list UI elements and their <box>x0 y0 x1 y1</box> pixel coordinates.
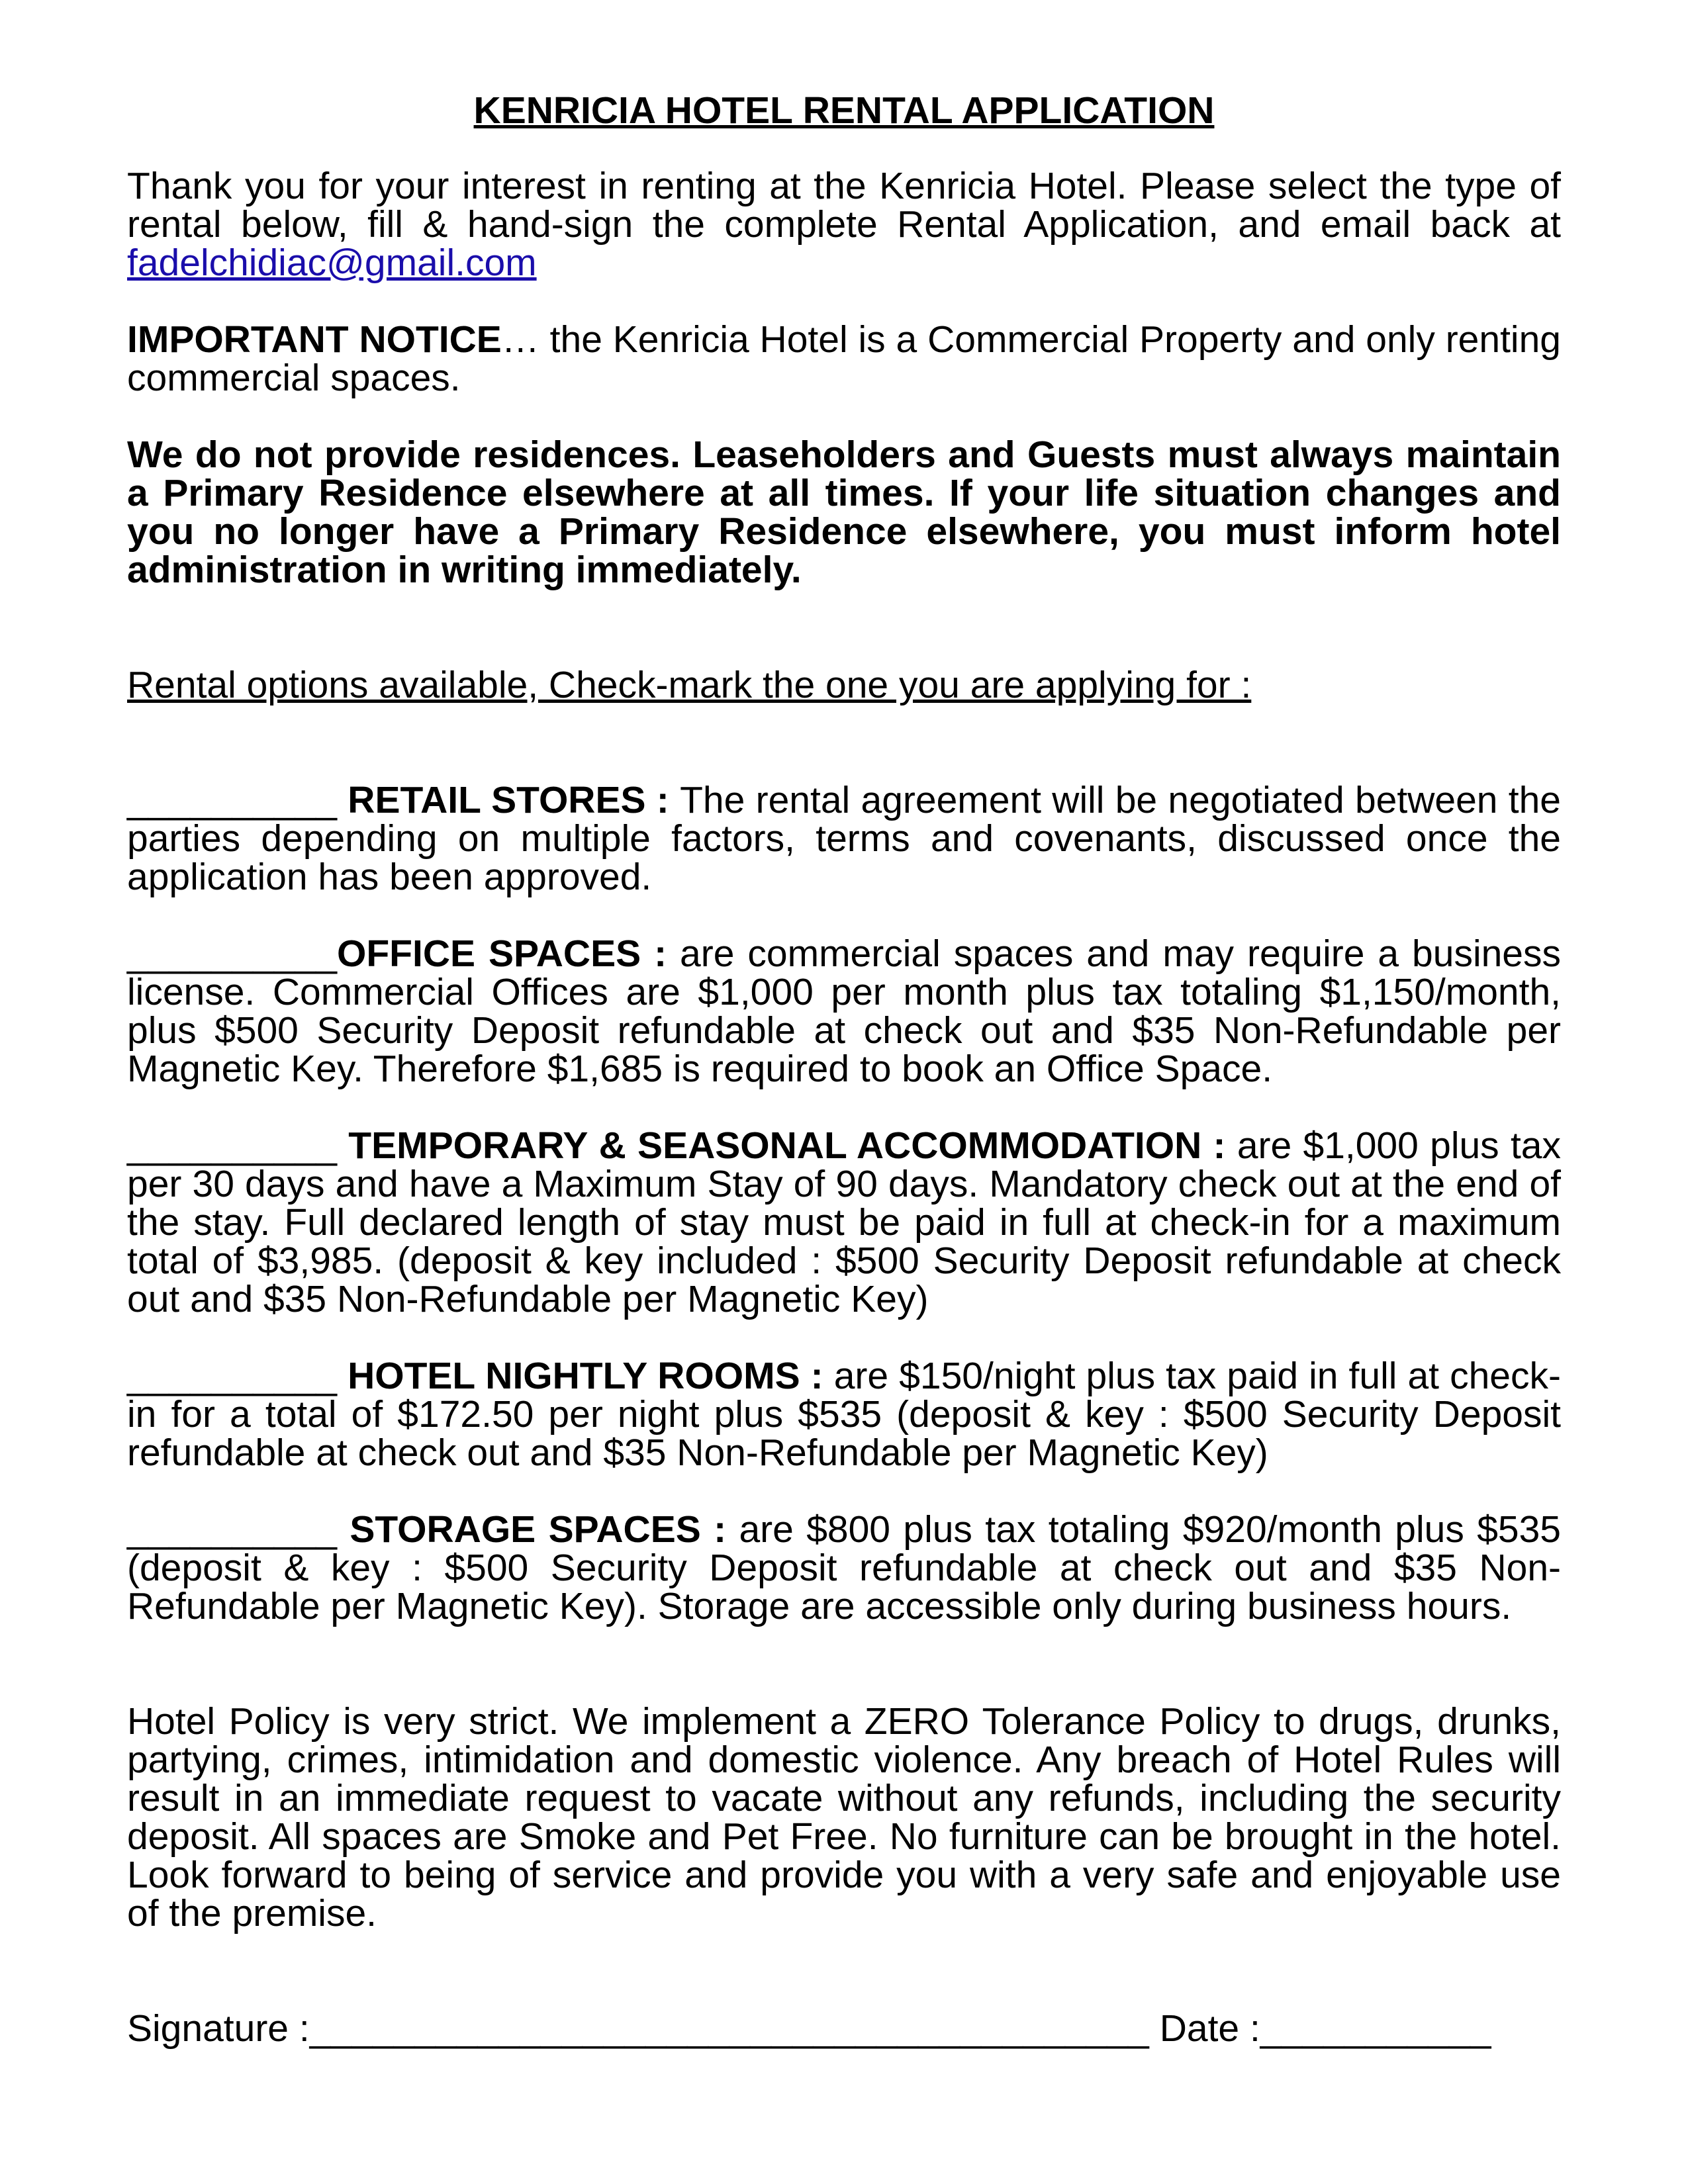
option-text-office: are commercial spaces and may require a business license. Commercial Offices are $1,000 per month plus tax totaling $1,150/month, plus $500 Security Deposit refundable at check out and $35 Non-Refundable per Magnetic Key. Therefore $1,685 is required to book an Office Space. <box>127 933 1562 1090</box>
option-office-spaces <box>127 934 1561 1088</box>
email-link[interactable]: fadelchidiac@gmail.com <box>127 242 537 284</box>
date-label: Date : <box>1159 2007 1260 2050</box>
date-field[interactable]: ___________ <box>1260 2007 1491 2050</box>
signature-label: Signature : <box>127 2007 310 2050</box>
important-notice <box>127 320 1561 397</box>
residence-warning: We do not provide residences. Leaseholders and Guests must always maintain a Primary Residence elsewhere at all times. If your life situation changes and you no longer have a Primary Residence elsewhere, you must inform hotel administration in writing immediately. <box>127 433 1561 591</box>
checkmark-blank-storage[interactable]: __________ <box>127 1508 338 1551</box>
page-title: KENRICIA HOTEL RENTAL APPLICATION <box>473 89 1215 132</box>
checkmark-blank-nightly[interactable]: __________ <box>127 1355 338 1397</box>
option-title-temporary: TEMPORARY & SEASONAL ACCOMMODATION : <box>337 1124 1237 1167</box>
option-hotel-nightly-rooms <box>127 1357 1561 1472</box>
intro-paragraph <box>127 167 1561 282</box>
option-retail-stores <box>127 781 1561 896</box>
option-text-temporary: are $1,000 plus tax per 30 days and have a Maximum Stay of 90 days. Mandatory check out at the end of the stay. Full declared length of stay must be paid in full at check-in for a maximum total of $3,985. (deposit & key included : $500 Security Deposit refundable at check out and $35 Non-Refundable per Magnetic Key) <box>127 1124 1561 1320</box>
notice-text: the Kenricia Hotel is a Commercial Property and only renting commercial spaces. <box>127 318 1561 399</box>
option-title-storage: STORAGE SPACES : <box>337 1508 739 1551</box>
option-temporary-accommodation <box>127 1126 1561 1318</box>
option-title-retail: RETAIL STORES : <box>337 779 680 821</box>
option-text-storage: are $800 plus tax totaling $920/month plus $535 (deposit & key : $500 Security Deposit refundable at check out and $35 Non-Refundable per Magnetic Key). Storage are accessible only during business hours. <box>127 1508 1562 1627</box>
option-storage-spaces <box>127 1510 1561 1625</box>
option-text-nightly: are $150/night plus tax paid in full at check-in for a total of $172.50 per night plus $535 (deposit & key : $500 Security Deposit refundable at check out and $35 Non-Refundable per Magnetic Key) <box>127 1355 1561 1474</box>
checkmark-blank-office[interactable]: __________ <box>127 933 338 975</box>
checkmark-blank-retail[interactable]: __________ <box>127 779 338 821</box>
rental-application-page <box>127 91 1561 2048</box>
checkmark-blank-temporary[interactable]: __________ <box>127 1124 338 1167</box>
option-text-retail: The rental agreement will be negotiated between the parties depending on multiple factors, terms and covenants, discussed once the application has been approved. <box>127 779 1562 898</box>
rental-options-heading: Rental options available, Check-mark the one you are applying for : <box>127 664 1252 706</box>
signature-field[interactable]: ________________________________________ <box>309 2007 1149 2050</box>
signature-row <box>127 2009 1561 2048</box>
notice-ellipsis: … <box>501 318 550 361</box>
option-title-office: OFFICE SPACES : <box>337 933 680 975</box>
intro-text: Thank you for your interest in renting at the Kenricia Hotel. Please select the type of rental below, fill & hand-sign the complete Rental Application, and email back at <box>127 165 1561 246</box>
option-title-nightly: HOTEL NIGHTLY ROOMS : <box>337 1355 834 1397</box>
notice-label: IMPORTANT NOTICE <box>127 318 502 361</box>
hotel-policy-paragraph: Hotel Policy is very strict. We implement a ZERO Tolerance Policy to drugs, drunks, partying, crimes, intimidation and domestic violence. Any breach of Hotel Rules will result in an immediate request to vacate without any refunds, including the security deposit. All spaces are Smoke and Pet Free. No furniture can be brought in the hotel. Look forward to being of service and provide you with a very safe and enjoyable use of the premise. <box>127 1700 1561 1934</box>
